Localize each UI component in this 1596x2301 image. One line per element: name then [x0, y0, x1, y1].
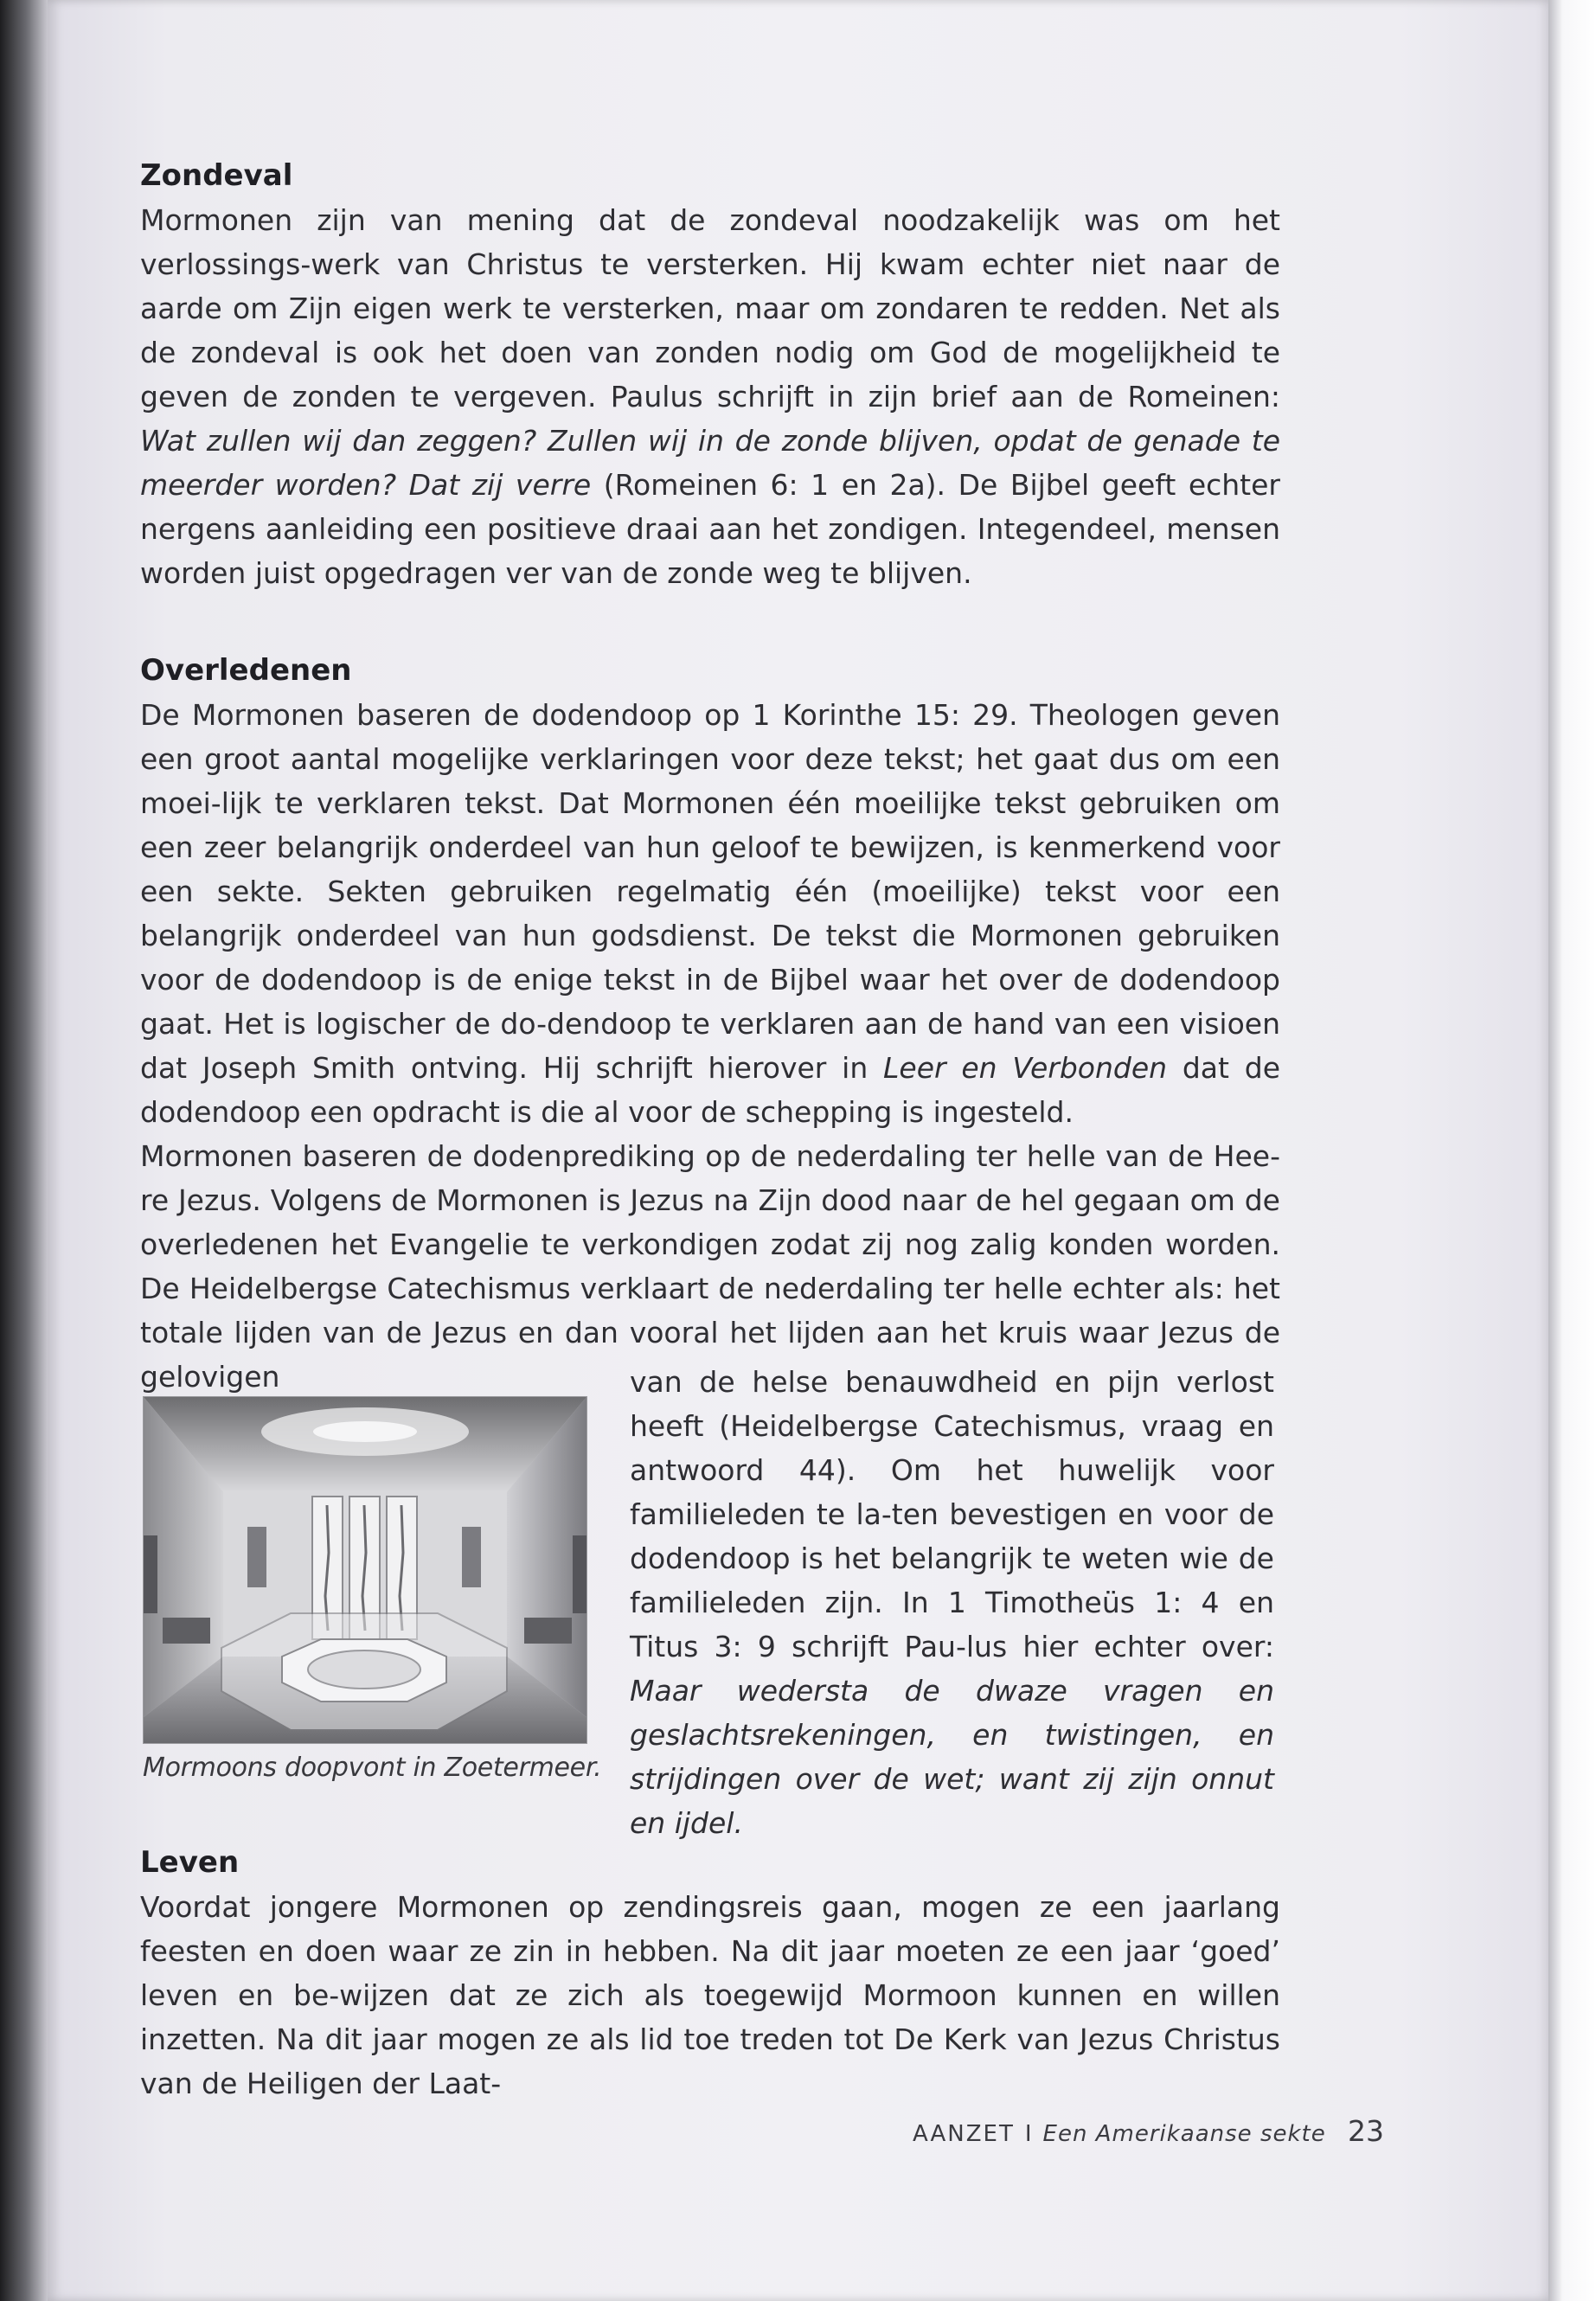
running-footer: [913, 2121, 1388, 2156]
paragraph-dodendoop: [140, 693, 1280, 1134]
figure-caption: Mormoons doopvont in Zoetermeer.: [143, 1753, 602, 1783]
dodendoop-text-start: De Mormonen baseren de dodendoop op 1 Korinthe 15: 29. Theologen geven een groot aantal mogelijke verklaringen voor deze tekst; het gaat dus om een moei-lijk te verklaren tekst. Dat Mormonen één moeilijke tekst gebruiken om een zeer belangrijk onderdeel van hun geloof te bewijzen, is kenmerkend voor een sekte. Sekten gebruiken regelmatig één (moeilijke) tekst voor een belangrijk onderdeel van hun godsdienst. De tekst die Mormonen gebruiken voor de dodendoop is de enige tekst in de Bijbel waar het over de dodendoop gaat. Het is logischer de do-dendoop te verklaren aan de hand van een visioen dat Joseph Smith ontving. Hij schrijft hierover in: [140, 698, 1280, 1085]
heading-overledenen: Overledenen: [140, 653, 352, 688]
zondeval-text-start: Mormonen zijn van mening dat de zondeval noodzakelijk was om het verlossings-werk van Christus te versterken. Hij kwam echter niet naar de aarde om Zijn eigen werk te versterken, maar om zondaren te redden. Net als de zondeval is ook het doen van zonden nodig om God de mogelijkheid te geven de zonden te vergeven. Paulus schrijft in zijn brief aan de Romeinen:: [140, 203, 1280, 413]
page-number: 23: [1348, 2114, 1384, 2148]
familieleden-text: van de helse benauwdheid en pijn verlost heeft (Heidelbergse Catechismus, vraag en antwoord 44). Om het huwelijk voor familieleden te la-ten bevestigen en voor de dodendoop is het belangrijk te weten wie de familieleden zijn. In 1 Timotheüs 1: 4 en Titus 3: 9 schrijft Pau-lus hier echter over:: [630, 1365, 1274, 1663]
paragraph-dodenprediking: Mormonen baseren de dodenprediking op de nederdaling ter helle van de Hee-re Jezus. Volgens de Mormonen is Jezus na Zijn dood naar de hel gegaan om de overledenen het Evangelie te verkondigen zodat zij nog zalig konden worden. De Heidelbergse Catechismus verklaart de nederdaling ter helle echter als: het totale lijden van de Jezus en dan vooral het lijden aan het kruis waar Jezus de gelovigen: [140, 1139, 1280, 1394]
book-spine-shadow: [0, 0, 48, 2301]
paragraph-wrap-beside-figure: [630, 1360, 1274, 1845]
book-title-leer-en-verbonden: Leer en Verbonden: [883, 1051, 1168, 1085]
paragraph-familieleden: [630, 1360, 1274, 1845]
figure-baptismal-font: [143, 1396, 602, 1783]
baptismal-font-photo: [143, 1396, 587, 1744]
section-zondeval: [140, 154, 1280, 595]
section-leven: [140, 1841, 1280, 2106]
footer-brand: AANZET: [913, 2121, 1015, 2147]
paragraph-zondeval: [140, 198, 1280, 595]
footer-separator: I: [1024, 2121, 1033, 2147]
timotheus-quote: Maar wedersta de dwaze vragen en geslachtsrekeningen, en twistingen, en strijdingen over de wet; want zij zijn onnut en ijdel.: [630, 1674, 1274, 1840]
zondeval-text-end: (Romeinen 6: 1 en 2a). De Bijbel geeft echter nergens aanleiding een positieve draai aan het zondigen. Integendeel, mensen worden juist opgedragen ver van de zonde weg te blijven.: [140, 468, 1280, 590]
paragraph-leven: Voordat jongere Mormonen op zendingsreis gaan, mogen ze een jaarlang feesten en doen waar ze zin in hebben. Na dit jaar moeten ze een jaar ‘goed’ leven en be-wijzen dat ze zich als toegewijd Mormoon kunnen en willen inzetten. Na dit jaar mogen ze als lid toe treden tot De Kerk van Jezus Christus van de Heiligen der Laat-: [140, 1890, 1280, 2100]
heading-zondeval: Zondeval: [140, 158, 293, 193]
dodendoop-text-end: dat de dodendoop een opdracht is die al voor de schepping is ingesteld.: [140, 1051, 1280, 1129]
heading-leven: Leven: [140, 1845, 240, 1880]
footer-title: Een Amerikaanse sekte: [1042, 2121, 1326, 2147]
page-edge: [1548, 0, 1596, 2301]
zondeval-quote: Wat zullen wij dan zeggen? Zullen wij in de zonde blijven, opdat de genade te meerder worden? Dat zij verre: [140, 424, 1280, 502]
section-overledenen: [140, 649, 1280, 1399]
